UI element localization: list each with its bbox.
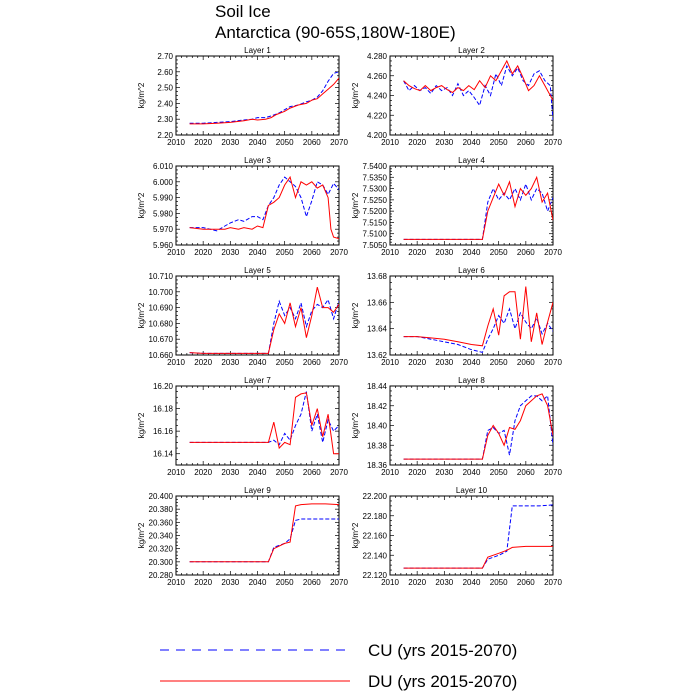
- y-tick-label: 2.50: [157, 83, 173, 93]
- x-tick-label: 2060: [302, 468, 321, 477]
- x-tick-label: 2050: [275, 248, 294, 257]
- panel-title: Layer 5: [244, 266, 271, 275]
- y-axis-label: kg/m^2: [137, 302, 146, 329]
- y-tick-label: 5.960: [152, 241, 173, 250]
- panel-layer-10: [351, 486, 562, 587]
- y-tick-label: 20.360: [148, 518, 173, 528]
- y-tick-label: 2.20: [157, 131, 173, 140]
- series-line-du: [404, 546, 553, 568]
- series-group: [190, 504, 339, 562]
- y-tick-label: 2.40: [157, 99, 173, 109]
- y-tick-label: 13.68: [366, 272, 387, 281]
- x-tick-label: 2060: [302, 358, 321, 367]
- x-tick-label: 2010: [381, 358, 399, 367]
- x-tick-label: 2040: [248, 248, 267, 257]
- x-tick-label: 2030: [221, 578, 240, 587]
- series-line-cu: [404, 396, 553, 459]
- x-tick-label: 2020: [408, 578, 427, 587]
- x-tick-label: 2010: [381, 248, 399, 257]
- x-tick-label: 2050: [275, 468, 294, 477]
- y-tick-label: 4.240: [366, 91, 387, 101]
- y-tick-label: 4.200: [366, 131, 387, 140]
- x-tick-label: 2030: [221, 248, 240, 257]
- x-tick-label: 2060: [516, 138, 535, 147]
- x-tick-label: 2030: [221, 358, 240, 367]
- series-group: [190, 287, 339, 353]
- x-tick-label: 2060: [302, 248, 321, 257]
- y-tick-label: 6.010: [152, 162, 173, 171]
- series-line-du: [404, 177, 553, 239]
- y-tick-label: 20.380: [148, 505, 173, 515]
- y-tick-label: 5.970: [152, 225, 173, 235]
- x-tick-label: 2050: [275, 578, 294, 587]
- plot-frame: [390, 386, 553, 465]
- panel-title: Layer 2: [458, 46, 485, 55]
- x-tick-label: 2070: [544, 358, 562, 367]
- x-tick-label: 2020: [194, 248, 213, 257]
- x-tick-label: 2070: [544, 138, 562, 147]
- x-tick-label: 2050: [489, 358, 508, 367]
- x-tick-label: 2050: [489, 138, 508, 147]
- figure-title-line1: Soil Ice: [215, 2, 271, 21]
- y-tick-label: 4.280: [366, 52, 387, 61]
- x-tick-label: 2070: [330, 468, 348, 477]
- plot-frame: [176, 496, 339, 575]
- y-axis-label: kg/m^2: [137, 522, 146, 549]
- x-tick-label: 2030: [221, 468, 240, 477]
- y-tick-label: 6.000: [152, 177, 173, 187]
- y-tick-label: 18.36: [366, 461, 387, 470]
- panel-layer-5: [137, 266, 348, 367]
- panel-title: Layer 1: [244, 46, 271, 55]
- x-tick-label: 2070: [330, 138, 348, 147]
- panel-title: Layer 6: [458, 266, 485, 275]
- x-tick-label: 2030: [435, 138, 454, 147]
- panel-layer-1: [137, 46, 348, 147]
- x-tick-label: 2070: [544, 578, 562, 587]
- x-tick-label: 2040: [248, 468, 267, 477]
- y-tick-label: 20.400: [148, 492, 173, 501]
- x-tick-label: 2030: [435, 248, 454, 257]
- x-tick-label: 2020: [194, 468, 213, 477]
- y-tick-label: 20.340: [148, 531, 173, 541]
- panels-grid: [137, 46, 562, 587]
- panel-layer-7: [137, 376, 348, 477]
- x-tick-label: 2040: [248, 138, 267, 147]
- x-tick-label: 2060: [516, 358, 535, 367]
- panel-layer-8: [351, 376, 562, 477]
- panel-layer-3: [137, 156, 348, 257]
- x-tick-label: 2050: [275, 138, 294, 147]
- series-group: [404, 287, 553, 353]
- y-tick-label: 16.16: [152, 427, 173, 437]
- x-tick-label: 2050: [275, 358, 294, 367]
- series-group: [404, 505, 553, 568]
- legend-item-cu: [160, 641, 517, 660]
- plot-frame: [390, 496, 553, 575]
- x-tick-label: 2040: [462, 468, 481, 477]
- y-axis-label: kg/m^2: [351, 302, 360, 329]
- legend-label-du: DU (yrs 2015-2070): [368, 672, 518, 691]
- y-tick-label: 18.42: [366, 401, 387, 411]
- series-group: [404, 177, 553, 239]
- series-group: [404, 61, 553, 120]
- x-tick-label: 2020: [408, 248, 427, 257]
- plot-frame: [176, 386, 339, 465]
- y-tick-label: 22.140: [362, 551, 387, 561]
- x-tick-label: 2070: [330, 358, 348, 367]
- y-tick-label: 16.14: [152, 449, 173, 459]
- y-axis-label: kg/m^2: [351, 522, 360, 549]
- y-tick-label: 7.5200: [362, 207, 387, 217]
- x-tick-label: 2050: [489, 468, 508, 477]
- x-tick-label: 2070: [330, 578, 348, 587]
- x-tick-label: 2070: [330, 248, 348, 257]
- plot-frame: [176, 276, 339, 355]
- panel-title: Layer 4: [458, 156, 485, 165]
- y-tick-label: 10.660: [148, 351, 173, 360]
- x-tick-label: 2020: [408, 138, 427, 147]
- series-line-du: [404, 287, 553, 346]
- y-axis-label: kg/m^2: [351, 192, 360, 219]
- y-tick-label: 7.5400: [362, 162, 387, 171]
- y-tick-label: 10.710: [148, 272, 173, 281]
- x-tick-label: 2010: [167, 138, 185, 147]
- panel-layer-4: [351, 156, 562, 257]
- y-tick-label: 22.200: [362, 492, 387, 501]
- x-tick-label: 2030: [435, 468, 454, 477]
- y-tick-label: 22.160: [362, 531, 387, 541]
- plot-frame: [390, 56, 553, 135]
- y-tick-label: 5.980: [152, 209, 173, 219]
- x-tick-label: 2060: [302, 578, 321, 587]
- y-tick-label: 22.180: [362, 511, 387, 521]
- x-tick-label: 2030: [435, 578, 454, 587]
- x-tick-label: 2040: [462, 138, 481, 147]
- series-line-cu: [404, 184, 553, 239]
- panel-title: Layer 7: [244, 376, 271, 385]
- y-axis-label: kg/m^2: [137, 192, 146, 219]
- legend-item-du: [160, 672, 517, 691]
- x-tick-label: 2020: [194, 358, 213, 367]
- x-tick-label: 2010: [381, 578, 399, 587]
- x-tick-label: 2030: [221, 138, 240, 147]
- y-tick-label: 7.5150: [362, 218, 387, 228]
- x-tick-label: 2020: [408, 358, 427, 367]
- y-tick-label: 2.60: [157, 67, 173, 77]
- y-tick-label: 13.64: [366, 324, 387, 334]
- x-tick-label: 2020: [408, 468, 427, 477]
- series-line-du: [190, 78, 339, 124]
- y-tick-label: 7.5100: [362, 229, 387, 239]
- panel-layer-9: [137, 486, 348, 587]
- y-tick-label: 16.20: [152, 382, 173, 391]
- y-tick-label: 13.66: [366, 298, 387, 308]
- y-tick-label: 20.280: [148, 571, 173, 580]
- series-line-cu: [190, 72, 339, 123]
- x-tick-label: 2050: [489, 578, 508, 587]
- series-line-du: [190, 504, 339, 562]
- plot-frame: [176, 56, 339, 135]
- series-group: [190, 177, 339, 239]
- series-line-du: [190, 287, 339, 353]
- panel-title: Layer 3: [244, 156, 271, 165]
- plot-frame: [176, 166, 339, 245]
- y-tick-label: 20.300: [148, 557, 173, 567]
- x-tick-label: 2070: [544, 468, 562, 477]
- y-tick-label: 7.5350: [362, 173, 387, 183]
- x-tick-label: 2020: [194, 138, 213, 147]
- y-tick-label: 18.38: [366, 441, 387, 451]
- y-tick-label: 10.700: [148, 287, 173, 297]
- series-group: [190, 72, 339, 124]
- x-tick-label: 2020: [194, 578, 213, 587]
- series-line-du: [404, 394, 553, 459]
- y-tick-label: 4.220: [366, 111, 387, 121]
- x-tick-label: 2060: [516, 578, 535, 587]
- y-axis-label: kg/m^2: [351, 412, 360, 439]
- y-tick-label: 20.320: [148, 544, 173, 554]
- panel-title: Layer 9: [244, 486, 271, 495]
- series-group: [190, 392, 339, 454]
- panel-layer-2: [351, 46, 562, 147]
- panel-title: Layer 10: [455, 486, 488, 495]
- x-tick-label: 2040: [248, 358, 267, 367]
- x-tick-label: 2040: [462, 578, 481, 587]
- y-axis-label: kg/m^2: [137, 412, 146, 439]
- x-tick-label: 2010: [167, 578, 185, 587]
- y-tick-label: 4.260: [366, 71, 387, 81]
- x-tick-label: 2040: [462, 248, 481, 257]
- x-tick-label: 2060: [302, 138, 321, 147]
- y-tick-label: 5.990: [152, 193, 173, 203]
- y-tick-label: 10.690: [148, 303, 173, 313]
- y-axis-label: kg/m^2: [351, 82, 360, 109]
- y-tick-label: 16.18: [152, 404, 173, 414]
- panel-layer-6: [351, 266, 562, 367]
- legend: [160, 641, 517, 691]
- series-group: [404, 394, 553, 459]
- y-tick-label: 10.680: [148, 319, 173, 329]
- x-tick-label: 2050: [489, 248, 508, 257]
- series-line-cu: [404, 66, 553, 120]
- y-tick-label: 7.5050: [362, 241, 387, 250]
- x-tick-label: 2010: [381, 468, 399, 477]
- series-line-du: [190, 393, 339, 454]
- figure-title-line2: Antarctica (90-65S,180W-180E): [215, 23, 456, 42]
- x-tick-label: 2010: [381, 138, 399, 147]
- y-tick-label: 10.670: [148, 335, 173, 345]
- series-line-cu: [190, 300, 339, 354]
- series-line-du: [190, 177, 339, 239]
- x-tick-label: 2070: [544, 248, 562, 257]
- series-line-cu: [404, 505, 553, 568]
- x-tick-label: 2010: [167, 248, 185, 257]
- y-axis-label: kg/m^2: [137, 82, 146, 109]
- legend-label-cu: CU (yrs 2015-2070): [368, 641, 518, 660]
- y-tick-label: 13.62: [366, 351, 387, 360]
- y-tick-label: 2.70: [157, 52, 173, 61]
- x-tick-label: 2040: [462, 358, 481, 367]
- y-tick-label: 2.30: [157, 115, 173, 125]
- y-tick-label: 18.40: [366, 421, 387, 431]
- panel-title: Layer 8: [458, 376, 485, 385]
- y-tick-label: 18.44: [366, 382, 387, 391]
- y-tick-label: 7.5300: [362, 184, 387, 194]
- x-tick-label: 2040: [248, 578, 267, 587]
- y-tick-label: 7.5250: [362, 195, 387, 205]
- x-tick-label: 2060: [516, 468, 535, 477]
- x-tick-label: 2010: [167, 468, 185, 477]
- x-tick-label: 2010: [167, 358, 185, 367]
- series-line-cu: [190, 519, 339, 562]
- y-tick-label: 22.120: [362, 571, 387, 580]
- plot-frame: [390, 166, 553, 245]
- x-tick-label: 2060: [516, 248, 535, 257]
- x-tick-label: 2030: [435, 358, 454, 367]
- series-line-cu: [190, 392, 339, 445]
